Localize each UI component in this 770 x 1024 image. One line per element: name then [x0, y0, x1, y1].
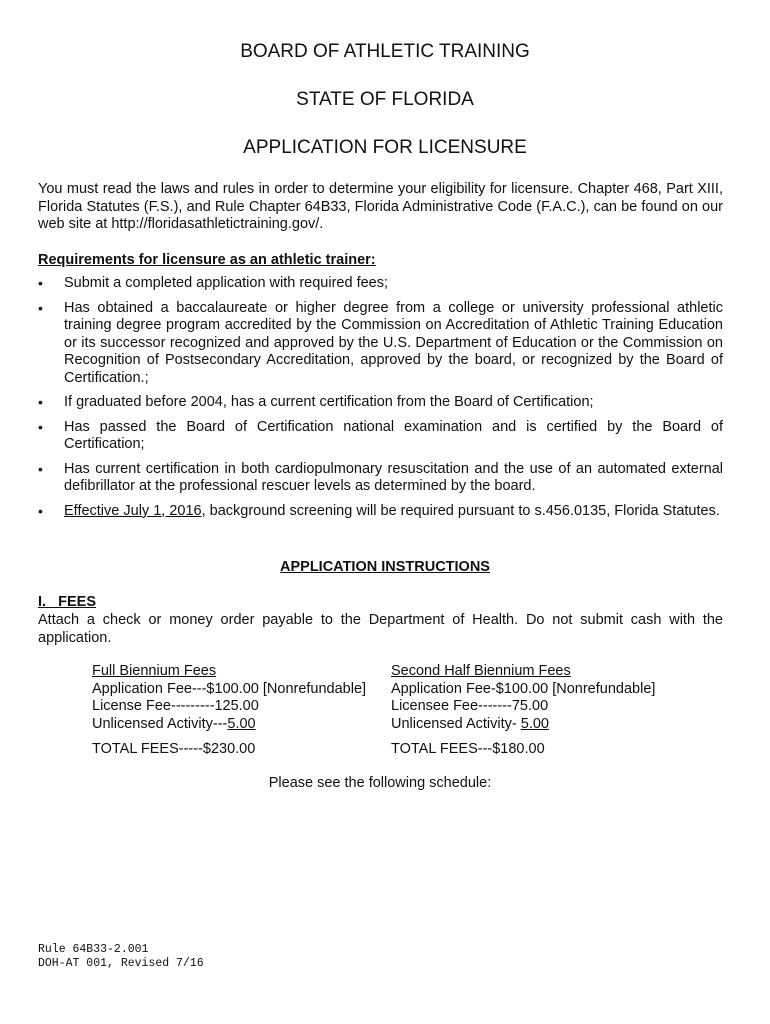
bullet-icon: •: [38, 460, 43, 477]
state-title: STATE OF FLORIDA: [296, 89, 474, 110]
application-instructions-heading: APPLICATION INSTRUCTIONS: [280, 559, 490, 575]
second-half-biennium-fees: [391, 663, 655, 759]
full-biennium-heading: Full Biennium Fees: [92, 663, 217, 679]
bullet-icon: •: [38, 502, 43, 519]
full-total-fees: TOTAL FEES-----$230.00: [92, 741, 256, 757]
full-unlicensed-activity: Unlicensed Activity---5.00: [92, 715, 256, 732]
fees-intro: Attach a check or money order payable to the Department of Health. Do not submit cash with the application.: [38, 612, 723, 646]
form-id: DOH-AT 001, Revised 7/16: [38, 957, 204, 970]
second-unlicensed-activity: Unlicensed Activity- 5.00: [391, 715, 549, 732]
full-application-fee: Application Fee---$100.00 [Nonrefundable]: [92, 680, 367, 697]
bullet-icon: •: [38, 275, 43, 291]
effective-date: Effective July 1, 2016: [64, 502, 202, 519]
schedule-note: Please see the following schedule:: [268, 775, 492, 791]
bullet-icon: •: [38, 299, 43, 316]
full-license-fee: License Fee---------125.00: [92, 698, 259, 714]
fees-heading: I. FEES: [38, 594, 97, 610]
bullet-icon: •: [38, 394, 43, 410]
requirements-list: [38, 275, 723, 527]
second-half-heading: Second Half Biennium Fees: [391, 663, 571, 679]
intro-paragraph: You must read the laws and rules in order to determine your eligibility for licensure. Chapter 468, Part XIII, Florida Statutes (F.S.), and Rule Chapter 64B33, Florida Administrative Code (F.A.C.), can be found on our web site at http://floridasathletictraining.gov/.: [38, 181, 723, 232]
form-title: APPLICATION FOR LICENSURE: [243, 137, 527, 158]
requirement-item: • Has passed the Board of Certification national examination and is certified by the Board of Certification;: [38, 418, 723, 452]
board-title: BOARD OF ATHLETIC TRAINING: [240, 41, 530, 62]
requirement-item-background-screening: • Effective July 1, 2016, background screening will be required pursuant to s.456.0135, Florida Statutes.: [38, 502, 720, 519]
second-license-fee: Licensee Fee-------75.00: [391, 698, 549, 714]
requirement-item: • Submit a completed application with required fees;: [38, 275, 389, 291]
rule-number: Rule 64B33-2.001: [38, 943, 149, 956]
second-total-fees: TOTAL FEES---$180.00: [391, 741, 545, 757]
second-application-fee: Application Fee-$100.00 [Nonrefundable]: [391, 680, 656, 697]
requirements-heading: Requirements for licensure as an athletic trainer:: [38, 252, 376, 268]
requirement-item: • Has current certification in both cardiopulmonary resuscitation and the use of an automated external defibrillator at the professional rescuer levels as determined by the board.: [38, 460, 723, 494]
bullet-icon: •: [38, 418, 43, 435]
full-biennium-fees: [92, 663, 366, 759]
footer: [38, 943, 204, 971]
requirement-item: • Has obtained a baccalaureate or higher degree from a college or university professional athletic training degree program accredited by the Commission on Accreditation of Athletic Training Education or its successor recognized and approved by the U.S. Department of Education or the Commission on Recognition of Postsecondary Accreditation, approved by the board, or recognized by the Board of Certification.;: [38, 299, 723, 386]
requirement-item: • If graduated before 2004, has a current certification from the Board of Certification;: [38, 394, 594, 410]
